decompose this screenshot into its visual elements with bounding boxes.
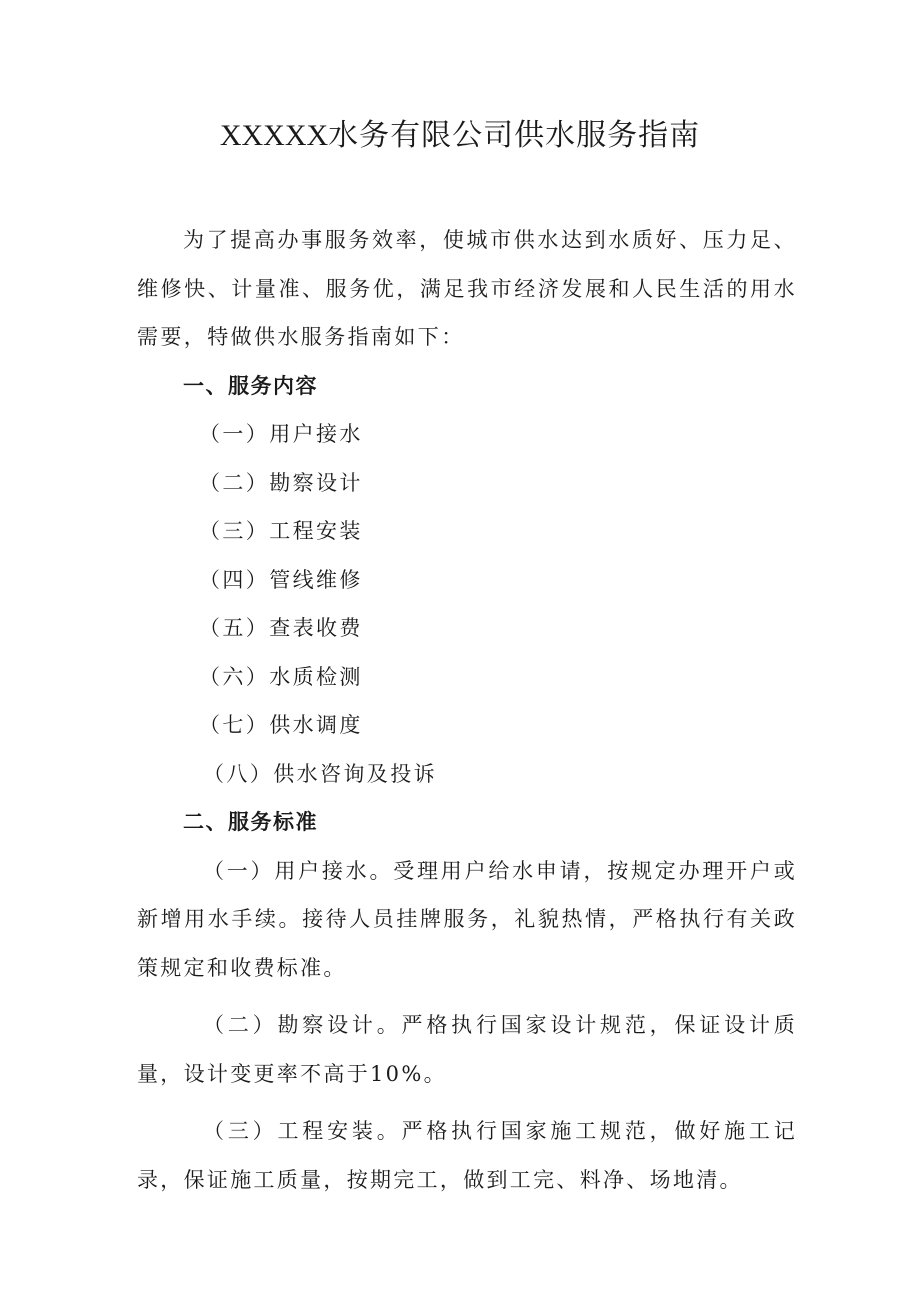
standard-paragraph-survey-design: （二）勘察设计。严格执行国家设计规范，保证设计质量，设计变更率不高于10%。 [137,1013,797,1086]
section-heading-service-standard: 二、服务标准 [183,810,318,834]
section-heading-service-content: 一、服务内容 [183,373,318,398]
service-content-list [137,410,797,798]
title-text: 水务有限公司供水服务指南 [328,118,701,153]
title-company-placeholder: XXXXX [219,119,329,152]
list-item: （五）查表收费 [199,616,363,640]
list-item: （七）供水调度 [199,713,363,737]
list-item: （二）勘察设计 [199,470,363,495]
intro-paragraph: 为了提高办事服务效率，使城市供水达到水质好、压力足、维修快、计量准、服务优，满足我市经济发展和人民生活的用水需要，特做供水服务指南如下： [137,228,797,349]
standard-paragraph-installation: （三）工程安装。严格执行国家施工规范，做好施工记录，保证施工质量，按期完工，做到工完、料净、场地清。 [137,1119,797,1192]
standard-paragraph-water-connection: （一）用户接水。受理用户给水申请，按规定办理开户或新增用水手续。接待人员挂牌服务，礼貌热情，严格执行有关政策规定和收费标准。 [137,858,797,980]
list-item: （四）管线维修 [199,567,363,592]
document-body [137,216,797,1213]
list-item: （六）水质检测 [199,664,363,689]
list-item: （八）供水咨询及投诉 [203,761,437,786]
document-title [0,112,920,160]
list-item: （一）用户接水 [199,422,363,446]
list-item: （三）工程安装 [199,519,363,543]
